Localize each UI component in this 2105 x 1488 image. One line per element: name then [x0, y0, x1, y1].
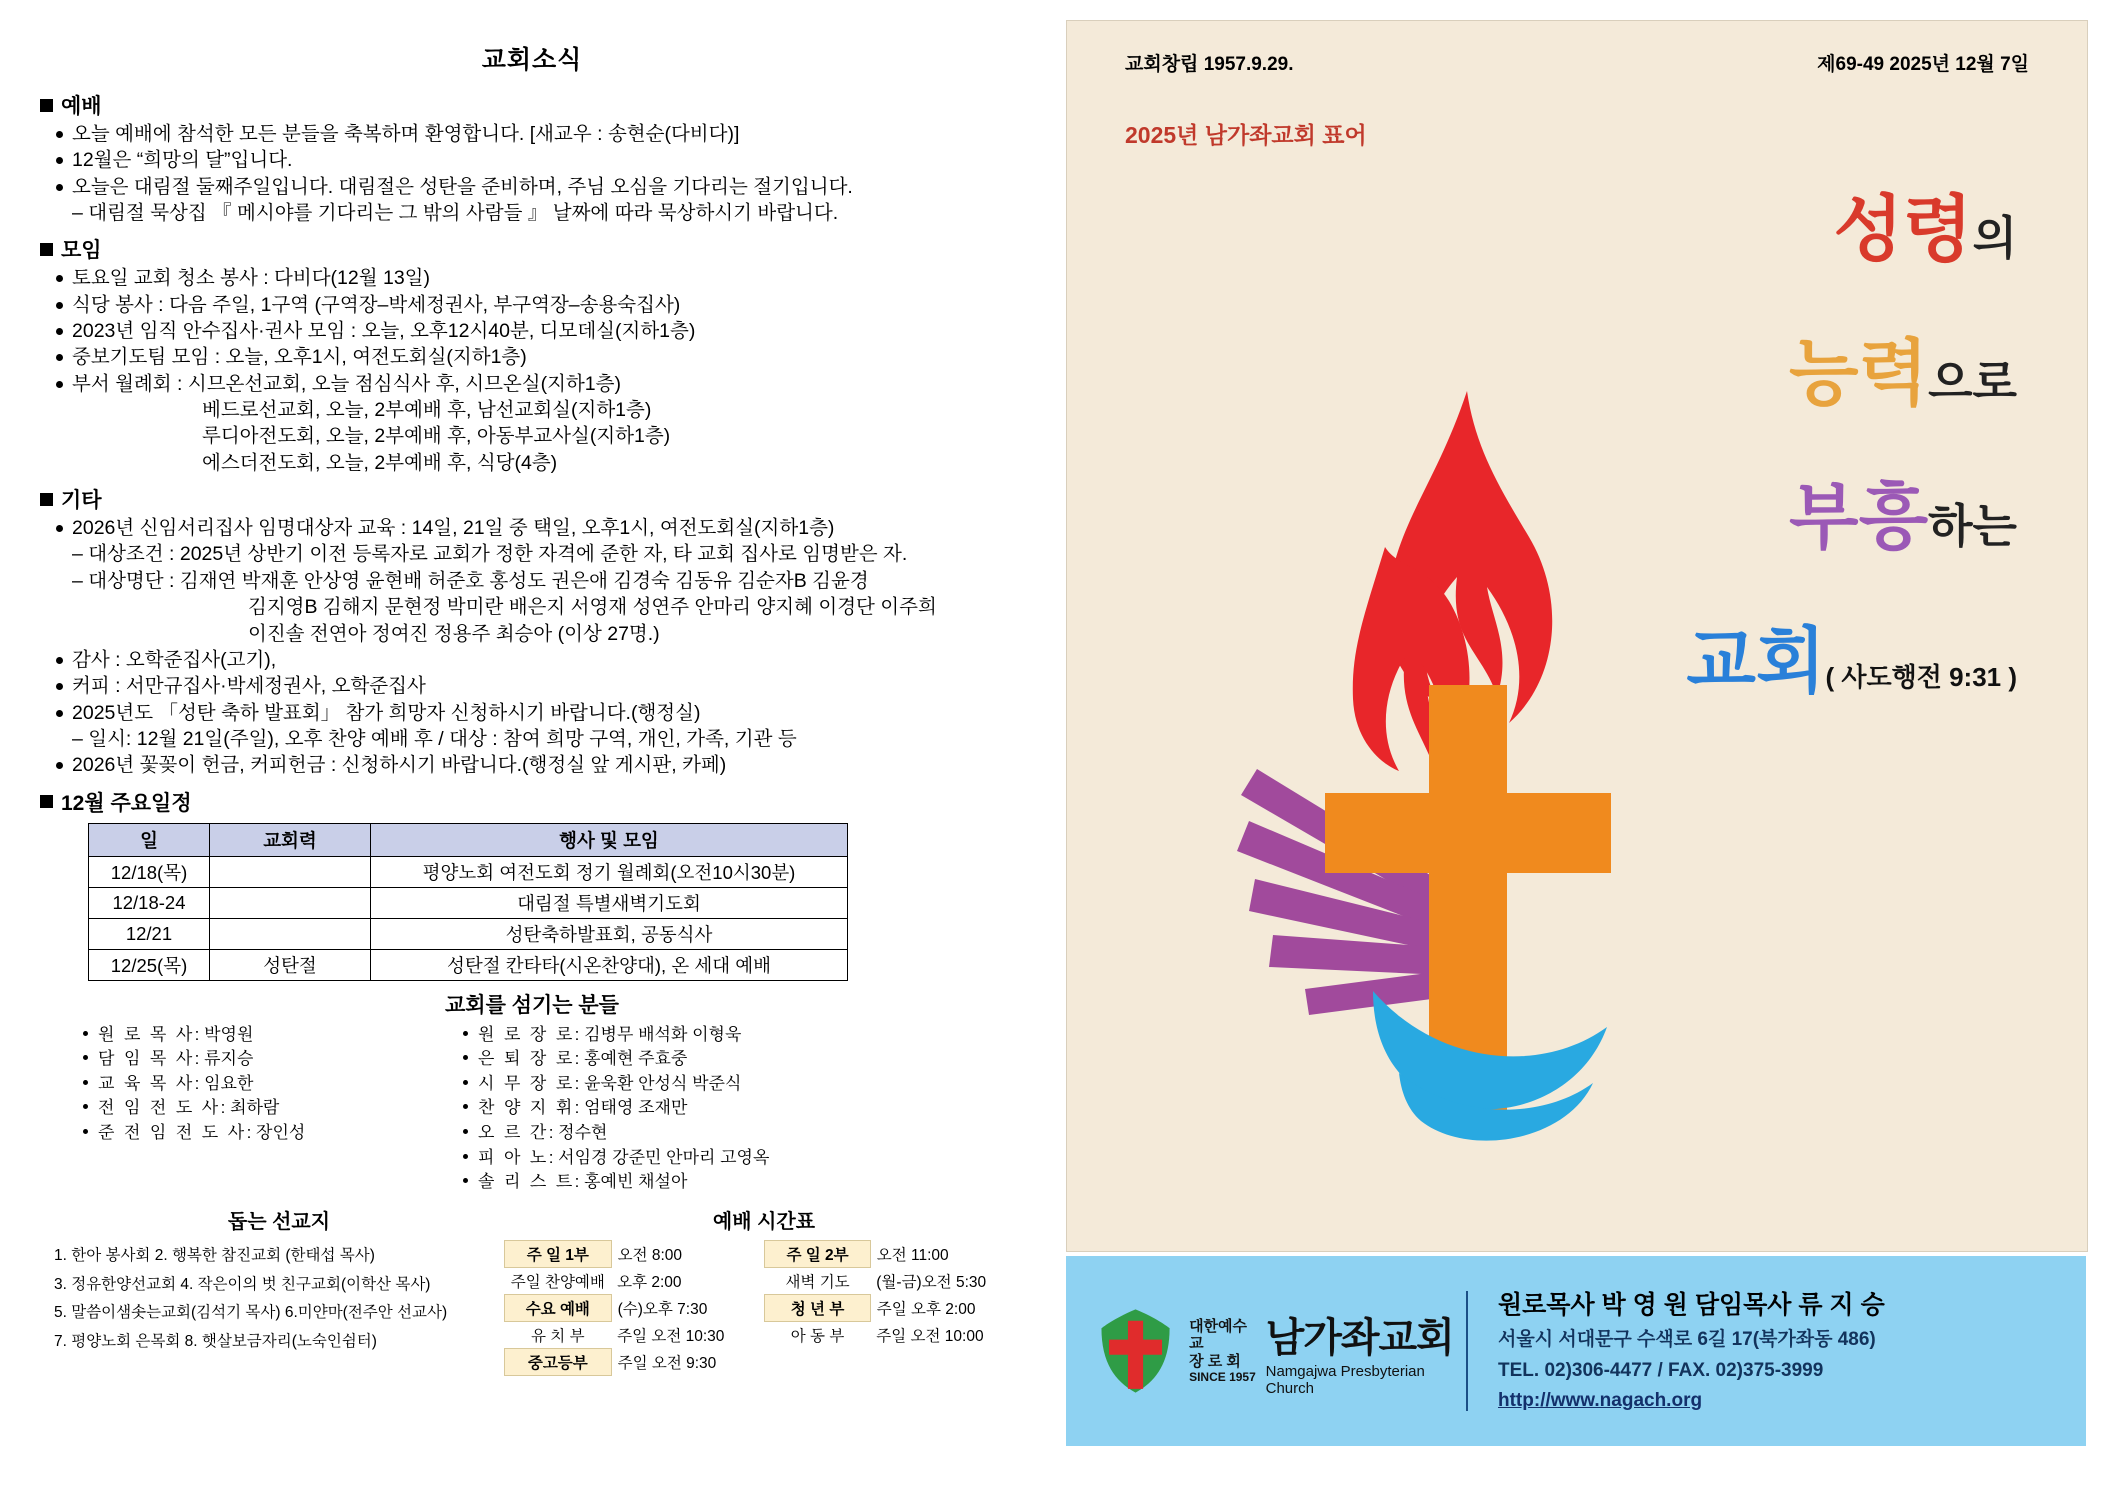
service-name: 새벽 기도 [785, 1274, 850, 1292]
church-logo-block [1066, 1303, 1466, 1399]
service-name: 유 치 부 [531, 1328, 585, 1346]
cell-event: 대림절 특별새벽기도회 [371, 887, 848, 918]
section-heading-other: 기타 [40, 484, 1024, 514]
founded-date: 교회창립 1957.9.29. [1125, 54, 1294, 75]
cover-panel [1066, 20, 2088, 1252]
staff-role: 피 아 노 [478, 1147, 549, 1167]
list-item: 중보기도팀 모임 : 오늘, 오후1시, 여전도회실(지하1층) [52, 345, 1024, 370]
church-name-en: Namgajwa Presbyterian Church [1265, 1362, 1425, 1397]
staff-role: 은 퇴 장 로 [478, 1049, 575, 1069]
staff-role: 원 로 장 로 [478, 1024, 575, 1044]
table-row [505, 1241, 1024, 1268]
denomination-line1: 대한예수교 [1189, 1318, 1248, 1353]
staff-role: 담 임 목 사 [98, 1049, 195, 1069]
since-label: SINCE 1957 [1189, 1369, 1256, 1384]
list-item: 2026년 꽃꽂이 헌금, 커피헌금 : 신청하시기 바랍니다.(행정실 앞 게시판, 카페) [52, 753, 1024, 778]
bible-verse-reference: ( 사도행전 9:31 ) [1825, 662, 2017, 692]
schedule-table-wrap [88, 823, 1024, 981]
section-heading-meetings: 모임 [40, 234, 1024, 264]
section-heading-worship: 예배 [40, 90, 1024, 120]
slogan-particle: 의 [1972, 213, 2017, 264]
list-item: – 대상명단 : 김재연 박재훈 안상영 윤현배 허준호 홍성도 권은애 김경숙 김동유 김순자B 김윤경 [72, 569, 869, 592]
service-name [765, 1349, 870, 1376]
section-heading-schedule: 12월 주요일정 [40, 787, 1024, 817]
list-item: 2026년 신임서리집사 임명대상자 교육 : 14일, 21일 중 택일, 오후1시, 여전도회실(지하1층) [52, 516, 1024, 541]
table-row [505, 1295, 1024, 1322]
cell-event: 성탄절 칸타타(시온찬양대), 온 세대 예배 [371, 949, 848, 980]
list-item: 원 로 장 로: 김병무 배석화 이형욱 [460, 1023, 840, 1048]
list-item: 루디아전도회, 오늘, 2부예배 후, 아동부교사실(지하1층) [202, 425, 671, 448]
cell-event: 평양노회 여전도회 정기 월례회(오전10시30분) [371, 856, 848, 887]
slogan-word: 교회 [1686, 622, 1826, 702]
service-name: 수요 예배 [505, 1295, 612, 1322]
list-item: 12월은 “희망의 달”입니다. [52, 148, 1024, 173]
staff-column-left [80, 1023, 460, 1195]
staff-column-right [460, 1023, 840, 1195]
service-time: 주일 오전 10:30 [617, 1328, 725, 1346]
staff-role: 원 로 목 사 [98, 1024, 195, 1044]
column-header: 행사 및 모임 [371, 823, 848, 856]
cover-footer [1066, 1256, 2086, 1446]
list-item: 솔 리 스 트: 홍예빈 채설아 [460, 1170, 840, 1195]
church-emblem-icon [1092, 1303, 1179, 1399]
list-item: 3. 정유한양선교회 4. 작은이의 벗 친구교회(이학산 목사) [54, 1275, 431, 1293]
slogan-label: 2025년 남가좌교회 표어 [1125, 122, 1367, 148]
slogan-word: 능력 [1789, 334, 1929, 414]
pastors-line: 원로목사 박 영 원 담임목사 류 지 승 [1498, 1291, 1885, 1320]
staff-role: 준 전 임 전 도 사 [98, 1123, 247, 1143]
mission-block [54, 1205, 504, 1376]
list-item: 교 육 목 사: 임요한 [80, 1072, 460, 1097]
church-contact-block [1468, 1285, 1885, 1416]
list-item: – 대상조건 : 2025년 상반기 이전 등록자로 교회가 정한 자격에 준한 자, 타 교회 집사로 임명받은 자. [72, 543, 908, 566]
list-item: – 일시: 12월 21일(주일), 오후 찬양 예배 후 / 대상 : 참여 희망 구역, 개인, 가족, 기관 등 [72, 727, 797, 750]
list-item: 원 로 목 사: 박영원 [80, 1023, 460, 1048]
address-line: 서울시 서대문구 수색로 6길 17(북가좌동 486) [1498, 1329, 1876, 1351]
service-time [870, 1349, 1023, 1376]
website-link[interactable]: http://www.nagach.org [1498, 1390, 1703, 1412]
table-row [505, 1322, 1024, 1349]
telephone-line: TEL. 02)306-4477 / FAX. 02)375-3999 [1498, 1359, 1824, 1381]
service-time: 오전 11:00 [876, 1247, 949, 1265]
section-list-meetings [52, 266, 1024, 476]
worship-schedule-block [504, 1205, 1024, 1376]
mission-list [54, 1242, 504, 1357]
square-bullet-icon [40, 795, 53, 808]
staff-name: 류지승 [204, 1049, 254, 1069]
staff-heading: 교회를 섬기는 분들 [445, 993, 619, 1017]
left-page [0, 0, 1050, 1488]
square-bullet-icon [40, 243, 53, 256]
staff-name: 윤욱환 안성식 박준식 [584, 1073, 742, 1093]
list-item: 피 아 노: 서임경 강준민 안마리 고영옥 [460, 1146, 840, 1171]
staff-columns [80, 1023, 1024, 1195]
staff-role: 교 육 목 사 [98, 1073, 195, 1093]
service-time: 주일 오후 2:00 [876, 1301, 976, 1319]
denomination-line2: 장 로 회 [1189, 1352, 1241, 1370]
cell-date: 12/21 [89, 918, 210, 949]
worship-schedule-heading: 예배 시간표 [712, 1211, 816, 1234]
table-header-row [89, 823, 848, 856]
staff-name: 홍예현 주효중 [584, 1049, 688, 1069]
list-item: 이진솔 전연아 정여진 정용주 최승아 (이상 27명.) [248, 622, 660, 645]
service-name: 주일 찬양예배 [510, 1274, 605, 1292]
staff-name: 박영원 [204, 1024, 254, 1044]
list-item: 2025년도 「성탄 축하 발표회」 참가 희망자 신청하시기 바랍니다.(행정실) [52, 701, 1024, 726]
staff-role: 찬 양 지 휘 [478, 1098, 575, 1118]
service-time: 주일 오전 9:30 [617, 1355, 717, 1373]
list-item: 7. 평양노회 은목회 8. 햇살보금자리(노숙인쉼터) [54, 1333, 377, 1351]
column-header: 일 [89, 823, 210, 856]
service-time: 주일 오전 10:00 [876, 1328, 984, 1346]
staff-name: 임요한 [204, 1073, 254, 1093]
cell-calendar: 성탄절 [210, 949, 371, 980]
cell-calendar [210, 887, 371, 918]
slogan-line [1457, 171, 2017, 275]
list-item: 오늘 예배에 참석한 모든 분들을 축복하며 환영합니다. [새교우 : 송현순(다비다)] [52, 122, 1024, 147]
staff-name: 정수현 [558, 1123, 608, 1143]
cell-event: 성탄축하발표회, 공동식사 [371, 918, 848, 949]
list-item: 김지영B 김해지 문현정 박미란 배은지 서영재 성연주 안마리 양지혜 이경단 이주희 [248, 596, 937, 619]
service-name: 주 일 1부 [505, 1241, 612, 1268]
list-item: 에스더전도회, 오늘, 2부예배 후, 식당(4층) [202, 451, 558, 474]
cell-calendar [210, 856, 371, 887]
slogan-particle: 하는 [1928, 501, 2017, 552]
right-page [1050, 0, 2105, 1488]
staff-role: 오 르 간 [478, 1123, 549, 1143]
service-time: 오후 2:00 [617, 1274, 682, 1292]
staff-role: 솔 리 스 트 [478, 1172, 575, 1192]
square-bullet-icon [40, 493, 53, 506]
list-item: 전 임 전 도 사: 최하람 [80, 1096, 460, 1121]
list-item: 2023년 임직 안수집사·권사 모임 : 오늘, 오후12시40분, 디모데실(지하1층) [52, 319, 1024, 344]
issue-number: 제69-49 2025년 12월 7일 [1817, 54, 2029, 75]
page-title: 교회소식 [481, 46, 583, 74]
list-item: 토요일 교회 청소 봉사 : 다비다(12월 13일) [52, 266, 1024, 291]
service-name: 아 동 부 [790, 1328, 845, 1346]
service-name: 청 년 부 [765, 1295, 870, 1322]
list-item: 베드로선교회, 오늘, 2부예배 후, 남선교회실(지하1층) [202, 399, 652, 422]
list-item: 감사 : 오학준집사(고기), [52, 648, 1024, 673]
list-item: 찬 양 지 휘: 엄태영 조재만 [460, 1096, 840, 1121]
service-time: (월-금)오전 5:30 [876, 1274, 987, 1292]
service-name: 주 일 2부 [765, 1241, 870, 1268]
schedule-table [88, 823, 848, 981]
table-row [505, 1268, 1024, 1295]
staff-name: 홍예빈 채설아 [584, 1172, 688, 1192]
staff-name: 장인성 [256, 1123, 306, 1143]
service-time: 오전 8:00 [617, 1247, 683, 1265]
cover-header [1067, 49, 2087, 76]
cell-date: 12/25(목) [89, 949, 210, 980]
staff-name: 엄태영 조재만 [584, 1098, 688, 1118]
list-item: 커피 : 서만규집사·박세정권사, 오학준집사 [52, 674, 1024, 699]
list-item: 시 무 장 로: 윤욱환 안성식 박준식 [460, 1072, 840, 1097]
slogan-word: 성령 [1833, 190, 1973, 270]
slogan-particle: 으로 [1928, 357, 2017, 408]
service-name: 중고등부 [505, 1349, 612, 1376]
list-item: 5. 말씀이샘솟는교회(김석기 목사) 6.미얀마(전주안 선교사) [54, 1304, 448, 1322]
staff-name: 최하람 [230, 1098, 280, 1118]
slogan-line [1457, 603, 2017, 707]
list-item: 1. 한아 봉사회 2. 행복한 참진교회 (한태섭 목사) [54, 1247, 375, 1265]
church-name-ko: 남가좌교회 [1265, 1315, 1454, 1360]
slogan-block [1457, 171, 2017, 747]
list-item: 부서 월례회 : 시므온선교회, 오늘 점심식사 후, 시므온실(지하1층) [52, 372, 1024, 397]
square-bullet-icon [40, 99, 53, 112]
column-header: 교회력 [210, 823, 371, 856]
section-list-other [52, 516, 1024, 778]
worship-schedule-table [504, 1240, 1024, 1376]
list-item: – 대림절 묵상집 『 메시야를 기다리는 그 밖의 사람들 』 날짜에 따라 묵상하시기 바랍니다. [72, 202, 839, 225]
table-row [505, 1349, 1024, 1376]
table-row [89, 856, 848, 887]
list-item: 준 전 임 전 도 사: 장인성 [80, 1121, 460, 1146]
cell-date: 12/18(목) [89, 856, 210, 887]
slogan-line [1457, 459, 2017, 563]
staff-role: 전 임 전 도 사 [98, 1098, 221, 1118]
staff-name: 서임경 강준민 안마리 고영옥 [558, 1147, 770, 1167]
cell-date: 12/18-24 [89, 887, 210, 918]
list-item: 은 퇴 장 로: 홍예현 주효중 [460, 1047, 840, 1072]
list-item: 오 르 간: 정수현 [460, 1121, 840, 1146]
table-row [89, 918, 848, 949]
staff-role: 시 무 장 로 [478, 1073, 575, 1093]
list-item: 담 임 목 사: 류지승 [80, 1047, 460, 1072]
table-row [89, 887, 848, 918]
staff-name: 김병무 배석화 이형욱 [584, 1024, 742, 1044]
bottom-area [40, 1205, 1024, 1376]
table-row [89, 949, 848, 980]
service-time: (수)오후 7:30 [617, 1301, 708, 1319]
section-list-worship [52, 122, 1024, 226]
slogan-line [1457, 315, 2017, 419]
list-item: 식당 봉사 : 다음 주일, 1구역 (구역장–박세정권사, 부구역장–송용숙집사) [52, 293, 1024, 318]
mission-heading: 돕는 선교지 [227, 1211, 331, 1234]
list-item: 오늘은 대림절 둘째주일입니다. 대림절은 성탄을 준비하며, 주님 오심을 기다리는 절기입니다. [52, 175, 1024, 200]
cell-calendar [210, 918, 371, 949]
slogan-word: 부흥 [1789, 478, 1929, 558]
